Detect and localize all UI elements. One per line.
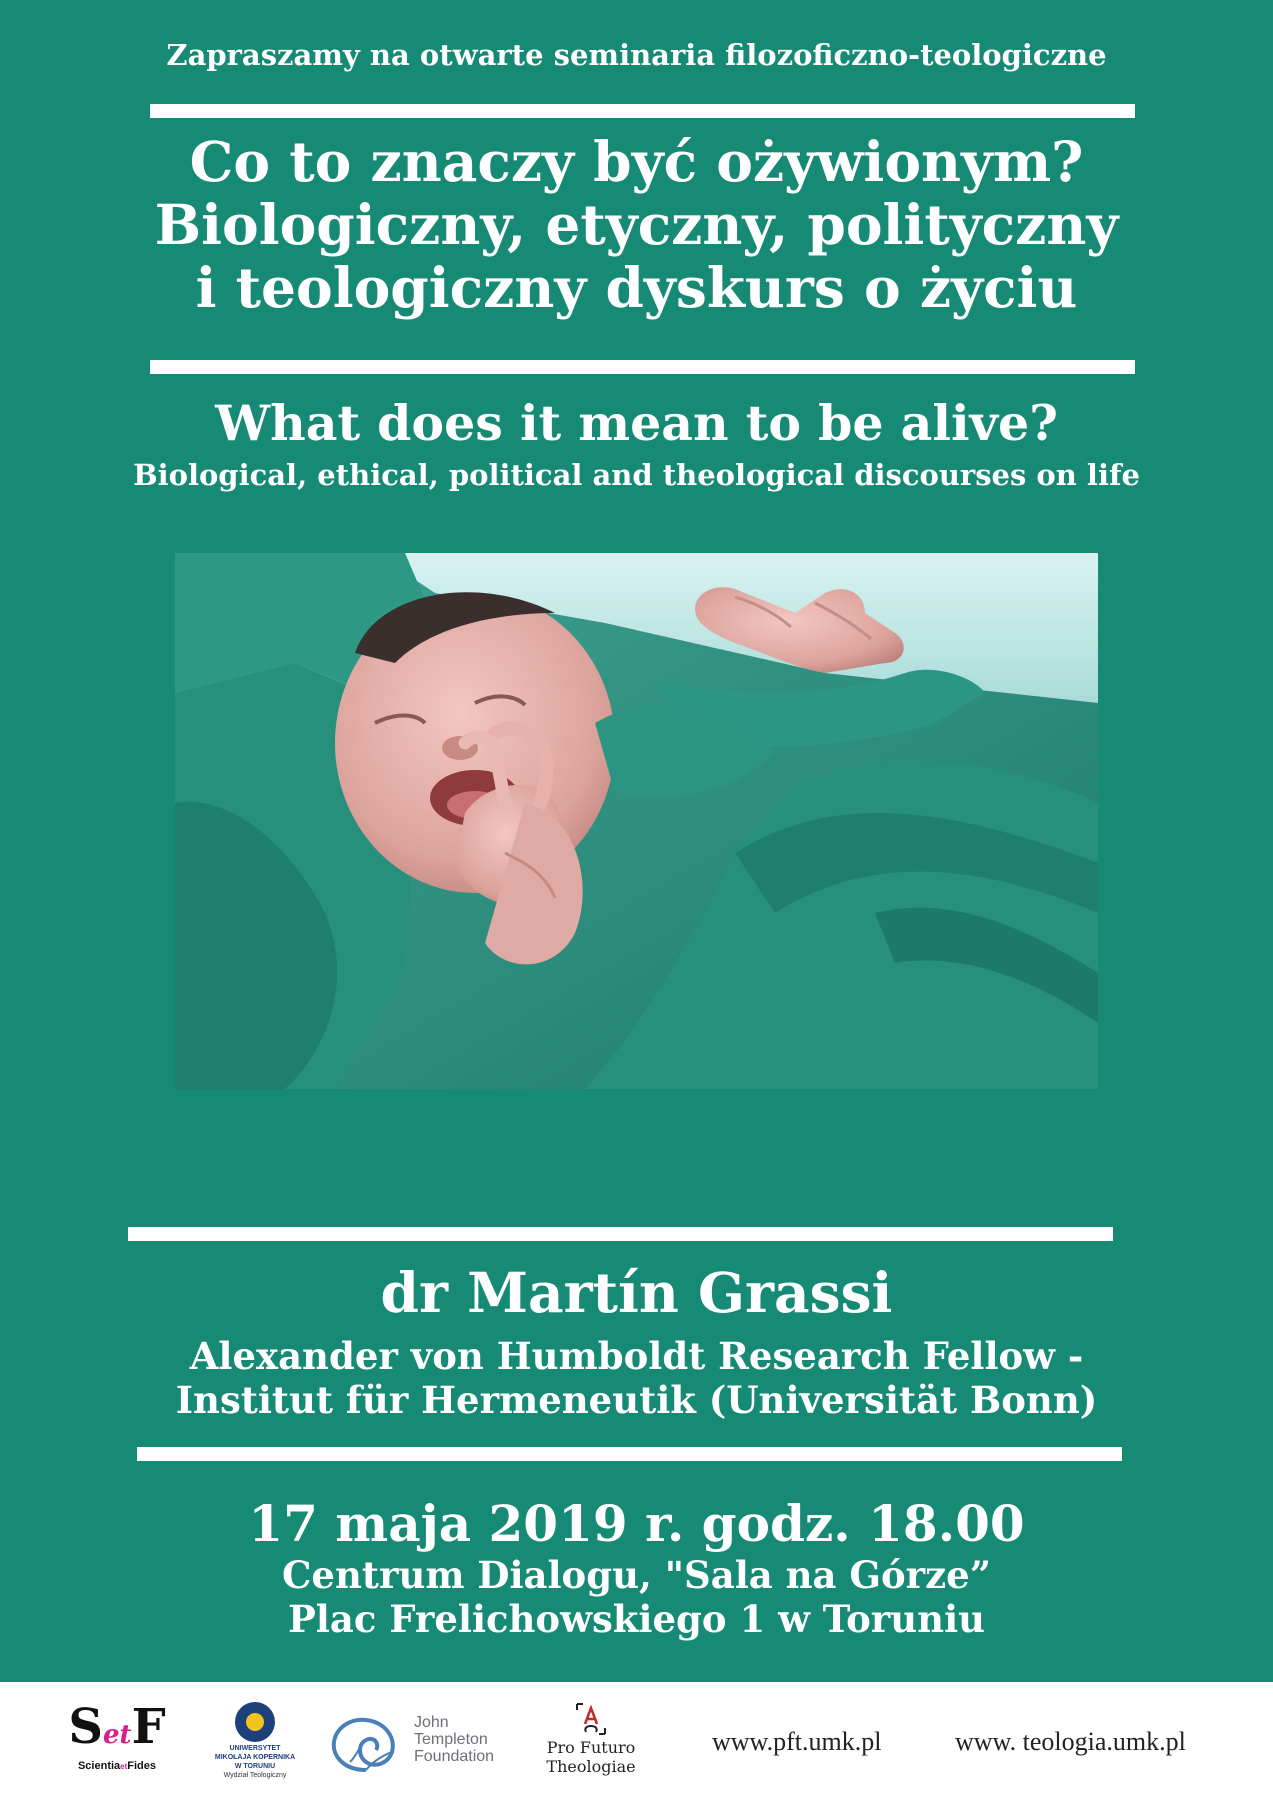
venue-line: Centrum Dialogu, "Sala na Górze” (281, 1553, 992, 1597)
event-datetime: 17 maja 2019 r. godz. 18.00 (248, 1494, 1025, 1553)
pro-futuro-theologiae-logo (546, 1700, 636, 1795)
logo-caption: Fides (127, 1760, 157, 1772)
title-polish-line: i teologiczny dyskurs o życiu (195, 255, 1078, 320)
title-polish (0, 130, 1273, 319)
logo-caption: Scientia (77, 1760, 121, 1772)
umk-line: UNIWERSYTET (229, 1745, 281, 1752)
speaker-name: dr Martín Grassi (380, 1260, 893, 1325)
umk-line: MIKOŁAJA KOPERNIKA (214, 1754, 296, 1761)
pft-line: Theologiae (546, 1757, 636, 1776)
logo-letter: F (131, 1699, 166, 1755)
speaker-affiliation (0, 1334, 1273, 1422)
title-polish-line: Biologiczny, etyczny, polityczny (154, 192, 1119, 257)
divider (137, 1447, 1122, 1461)
nautilus-shell-icon (330, 1714, 402, 1774)
umk-emblem-icon (233, 1700, 277, 1744)
john-templeton-foundation-logo (330, 1712, 530, 1782)
event-venue (0, 1553, 1273, 1641)
newborn-photo (175, 553, 1098, 1089)
templeton-line: Templeton (414, 1731, 488, 1748)
logo-letter: S (68, 1699, 104, 1755)
templeton-line: John (414, 1714, 449, 1731)
subtitle-english: Biological, ethical, political and theological discourses on life (133, 458, 1140, 492)
pft-line: Pro Futuro (546, 1738, 636, 1757)
affiliation-line: Alexander von Humboldt Research Fellow - (189, 1334, 1084, 1378)
alpha-omega-icon (573, 1700, 609, 1738)
divider (150, 104, 1135, 118)
pft-website-link[interactable]: www.pft.umk.pl (712, 1727, 882, 1756)
venue-line: Plac Frelichowskiego 1 w Toruniu (287, 1597, 986, 1641)
title-polish-line: Co to znaczy być ożywionym? (189, 129, 1084, 194)
divider (128, 1227, 1113, 1241)
logo-letter: et (103, 1720, 132, 1750)
affiliation-line: Institut für Hermeneutik (Universität Bonn) (175, 1378, 1098, 1422)
divider (150, 360, 1135, 374)
logo-caption: et (120, 1762, 128, 1771)
teologia-website-link[interactable]: www. teologia.umk.pl (955, 1727, 1186, 1756)
umk-university-logo (200, 1700, 310, 1795)
title-english: What does it mean to be alive? (215, 394, 1058, 452)
scientia-et-fides-logo (62, 1699, 172, 1772)
templeton-line: Foundation (414, 1748, 495, 1765)
umk-line: W TORUNIU (234, 1763, 276, 1770)
umk-line: Wydział Teologiczny (223, 1772, 287, 1779)
invitation-text: Zapraszamy na otwarte seminaria filozoficzno-teologiczne (166, 38, 1107, 72)
